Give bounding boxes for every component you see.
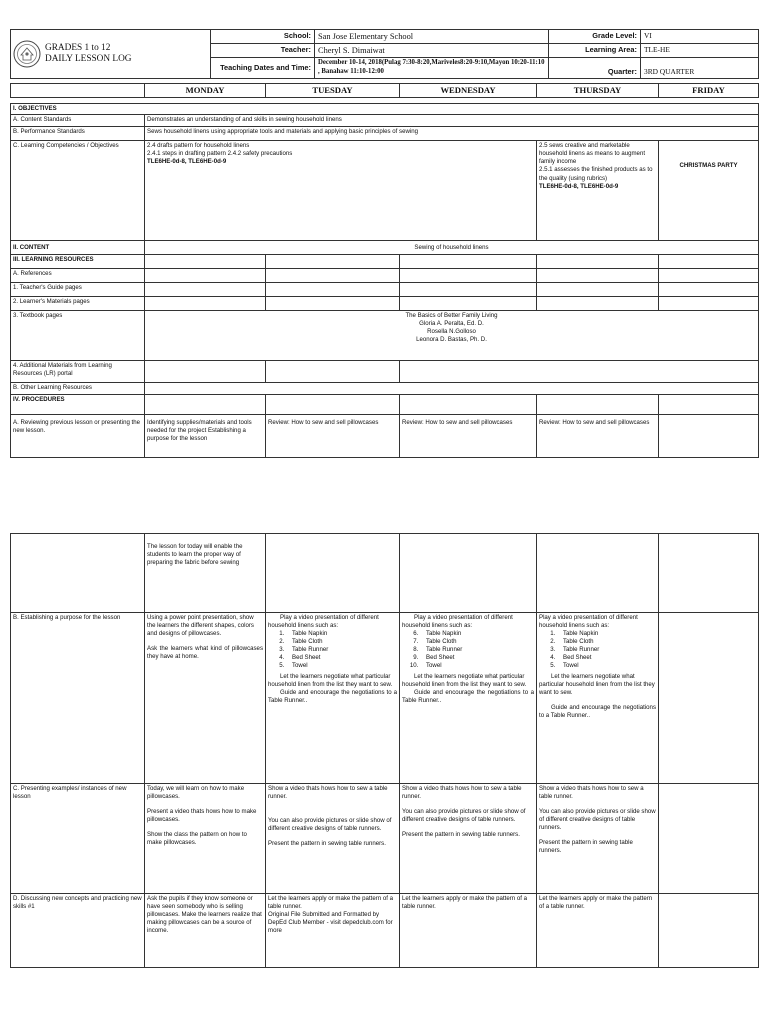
quarter-label: Quarter: — [549, 58, 641, 79]
tuesday-discussing — [266, 894, 400, 968]
objectives-heading: I. OBJECTIVES — [11, 104, 759, 115]
thu-video-intro: Play a video presentation of different household linens such as: — [539, 614, 638, 630]
content-standards-value: Demonstrates an understanding of and skills in sewing household linens — [145, 115, 759, 127]
teachers-guide-label: 1. Teacher's Guide pages — [11, 283, 145, 297]
quarter-value: 3RD QUARTER — [641, 58, 759, 79]
christmas-party: CHRISTMAS PARTY — [659, 141, 759, 241]
mon-present-3: Show the class the pattern on how to make pillowcases. — [147, 831, 247, 847]
references-label: A. References — [11, 269, 145, 283]
thu-guide: Guide and encourage the negotiations to a Table Runner.. — [539, 704, 656, 720]
mon-present-1: Today, we will learn on how to make pillowcases. — [147, 785, 245, 801]
performance-value: Sews household linens using appropriate tools and materials and applying basic principles of sewing — [145, 127, 759, 141]
day-blank — [11, 84, 145, 98]
thursday-presenting — [537, 784, 659, 894]
thu-linen-list — [539, 630, 656, 670]
tue-apply: Let the learners apply or make the pattern of a table runner. — [268, 895, 393, 911]
reviewing-label: A. Reviewing previous lesson or presenting the new lesson. — [11, 415, 145, 458]
book-title: The Basics of Better Family Living — [405, 312, 498, 320]
thursday-competencies — [537, 141, 659, 241]
wed-pattern: Present the pattern in sewing table runners. — [402, 831, 520, 839]
list-item: 8. Table Runner — [420, 646, 534, 654]
dates-label: Teaching Dates and Time: — [211, 58, 315, 79]
lesson-table-1 — [10, 83, 759, 458]
area-value: TLE-HE — [641, 44, 759, 58]
thu-comp-1: 2.5 sews creative and marketable household linens as means to augment family income — [539, 142, 646, 166]
list-item: 2. Table Cloth — [557, 638, 656, 646]
tue-credit: Original File Submitted and Formatted by DepEd Club Member - visit depedclub.com for more — [268, 911, 393, 935]
thursday-establishing — [537, 613, 659, 784]
teacher-value: Cheryl S. Dimaiwat — [315, 44, 549, 58]
performance-label: B. Performance Standards — [11, 127, 145, 141]
comp-line-1: 2.4 drafts pattern for household linens — [147, 142, 250, 150]
day-friday: FRIDAY — [659, 84, 759, 98]
competencies-label: C. Learning Competencies / Objectives — [11, 141, 145, 241]
thu-pattern: Present the pattern in sewing table runners. — [539, 839, 633, 855]
day-monday: MONDAY — [145, 84, 266, 98]
teacher-label: Teacher: — [211, 44, 315, 58]
presenting-label: C. Presenting examples/ instances of new lesson — [11, 784, 145, 894]
title-line-2: DAILY LESSON LOG — [45, 54, 132, 65]
content-label: II. CONTENT — [11, 241, 145, 255]
thursday-discussing: Let the learners apply or make the pattern of a table runner. — [537, 894, 659, 968]
wed-pictures: You can also provide pictures or slide show of different creative designs of table runners. — [402, 808, 526, 824]
tuesday-presenting — [266, 784, 400, 894]
day-thursday: THURSDAY — [537, 84, 659, 98]
additional-materials-label: 4. Additional Materials from Learning Resources (LR) portal — [11, 361, 145, 383]
grade-value: VI — [641, 30, 759, 44]
tue-pattern: Present the pattern in sewing table runners. — [268, 840, 386, 848]
list-item: 5. Towel — [286, 662, 397, 670]
thu-negotiate: Let the learners negotiate what particular household linen from the list they want to sew. — [539, 673, 655, 697]
learners-materials-label: 2. Learner's Materials pages — [11, 297, 145, 311]
tue-linen-list — [268, 630, 397, 670]
list-item: 5. Towel — [557, 662, 656, 670]
tue-pictures: You can also provide pictures or slide show of different creative designs of table runners. — [268, 817, 392, 833]
tue-video-intro: Play a video presentation of different household linens such as: — [268, 614, 379, 630]
tue-guide: Guide and encourage the negotiations to a Table Runner.. — [268, 689, 397, 705]
header-title-cell — [11, 30, 211, 79]
wed-video-intro: Play a video presentation of different household linens such as: — [402, 614, 513, 630]
textbook-value — [145, 311, 759, 361]
dates-value: December 10-14, 2018(Pulag 7:30-8:20,Mariveles8:20-9:10,Mayon 10:20-11:10 , Banahaw 11:10-12:00 — [315, 58, 549, 79]
wed-linen-list — [402, 630, 534, 670]
thu-pictures: You can also provide pictures or slide show of different creative designs of table runners. — [539, 808, 656, 832]
wed-guide: Guide and encourage the negotiations to a Table Runner.. — [402, 689, 534, 705]
list-item: 9. Bed Sheet — [420, 654, 534, 662]
list-item: 6. Table Napkin — [420, 630, 534, 638]
textbook-label: 3. Textbook pages — [11, 311, 145, 361]
monday-discussing: Ask the pupils if they know someone or have seen somebody who is selling pillowcases. Make the learners realize that making pillowcases can be a source of income. — [145, 894, 266, 968]
mon-present-2: Present a video thats hows how to make pillowcases. — [147, 808, 257, 824]
list-item: 4. Bed Sheet — [557, 654, 656, 662]
monday-establishing — [145, 613, 266, 784]
school-label: School: — [211, 30, 315, 44]
list-item: 10. Towel — [420, 662, 534, 670]
list-item: 1. Table Napkin — [557, 630, 656, 638]
monday-presenting — [145, 784, 266, 894]
header-table — [10, 29, 759, 79]
day-wednesday: WEDNESDAY — [400, 84, 537, 98]
content-value: Sewing of household linens — [145, 241, 759, 255]
other-resources-label: B. Other Learning Resources — [11, 383, 145, 395]
thu-show-video: Show a video thats hows how to sew a table runner. — [539, 785, 644, 801]
thursday-review: Review: How to sew and sell pillowcases — [537, 415, 659, 458]
list-item: 1. Table Napkin — [286, 630, 397, 638]
mon-estab-1: Using a power point presentation, show the learners the different shapes, colors and designs of pillowcases. — [147, 614, 254, 638]
thu-comp-2: 2.5.1 assesses the finished products as to the quality (using rubrics) — [539, 166, 653, 182]
mon-estab-2: Ask the learners what kind of pillowcases they have at home. — [147, 645, 263, 661]
wed-negotiate: Let the learners negotiate what particular household linen from the list they want to sew. — [402, 673, 527, 689]
book-author-3: Leonora D. Bastas, Ph. D. — [416, 336, 487, 344]
wednesday-establishing — [400, 613, 537, 784]
list-item: 4. Bed Sheet — [286, 654, 397, 662]
comp-line-2: 2.4.1 steps in drafting pattern 2.4.2 safety precautions — [147, 150, 293, 158]
area-label: Learning Area: — [549, 44, 641, 58]
tuesday-establishing — [266, 613, 400, 784]
monday-continued: The lesson for today will enable the students to learn the proper way of preparing the fabric before sewing — [145, 534, 266, 613]
grade-label: Grade Level: — [549, 30, 641, 44]
deped-seal-icon — [13, 40, 41, 68]
book-author-2: Rosella N.Golloso — [427, 328, 476, 336]
school-value: San Jose Elementary School — [315, 30, 549, 44]
list-item: 3. Table Runner — [557, 646, 656, 654]
content-standards-label: A. Content Standards — [11, 115, 145, 127]
tuesday-review: Review: How to sew and sell pillowcases — [266, 415, 400, 458]
title-line-1: GRADES 1 to 12 — [45, 43, 111, 54]
procedures-heading: IV. PROCEDURES — [11, 395, 145, 415]
wednesday-review: Review: How to sew and sell pillowcases — [400, 415, 537, 458]
discussing-label: D. Discussing new concepts and practicing new skills #1 — [11, 894, 145, 968]
lesson-table-2 — [10, 533, 759, 968]
competencies-value — [145, 141, 537, 241]
tue-negotiate: Let the learners negotiate what particular household linen from the list they want to sew. — [268, 673, 393, 689]
wednesday-discussing: Let the learners apply or make the pattern of a table runner. — [400, 894, 537, 968]
wed-show-video: Show a video thats hows how to sew a table runner. — [402, 785, 522, 801]
list-item: 7. Table Cloth — [420, 638, 534, 646]
list-item: 2. Table Cloth — [286, 638, 397, 646]
monday-review: Identifying supplies/materials and tools needed for the project Establishing a purpose for the lesson — [145, 415, 266, 458]
list-item: 3. Table Runner — [286, 646, 397, 654]
wednesday-presenting — [400, 784, 537, 894]
establishing-label: B. Establishing a purpose for the lesson — [11, 613, 145, 784]
day-tuesday: TUESDAY — [266, 84, 400, 98]
thu-comp-code: TLE6HE-0d-8, TLE6HE-0d-9 — [539, 182, 619, 190]
comp-code: TLE6HE-0d-8, TLE6HE-0d-9 — [147, 158, 227, 166]
resources-label: III. LEARNING RESOURCES — [11, 255, 145, 269]
book-author-1: Gloria A. Peralta, Ed. D. — [419, 320, 484, 328]
tue-show-video: Show a video thats hows how to sew a table runner. — [268, 785, 388, 801]
